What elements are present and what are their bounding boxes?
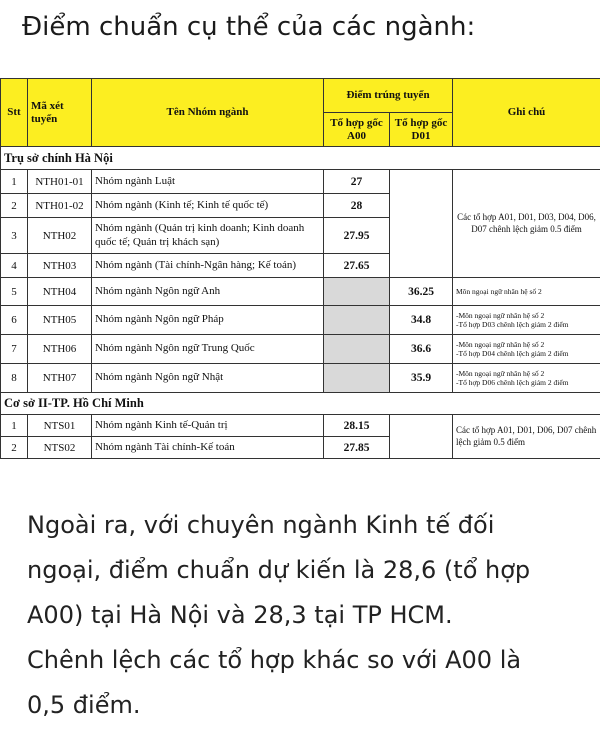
header-ten-nhom-nganh: Tên Nhóm ngành xyxy=(92,79,324,147)
cell-code: NTH07 xyxy=(28,364,92,393)
score-table xyxy=(0,78,600,459)
table-row xyxy=(1,170,600,194)
cell-stt: 3 xyxy=(1,218,28,254)
cell-code: NTH01-02 xyxy=(28,194,92,218)
paragraph-line: Chênh lệch các tổ hợp khác so với A00 là xyxy=(27,646,522,674)
cell-code: NTH04 xyxy=(28,278,92,306)
cell-note: Các tổ hợp A01, D01, D06, D07 chênh lệch giảm 0.5 điểm xyxy=(453,415,600,459)
cell-name: Nhóm ngành Ngôn ngữ Nhật xyxy=(92,364,324,393)
cell-stt: 5 xyxy=(1,278,28,306)
cell-a00-empty xyxy=(324,278,390,306)
cell-a00-empty xyxy=(324,364,390,393)
cell-note xyxy=(453,335,600,364)
cell-code: NTH05 xyxy=(28,306,92,335)
section-row-hcm xyxy=(1,393,600,415)
cell-a00: 27.95 xyxy=(324,218,390,254)
cell-d01-empty xyxy=(390,170,453,278)
score-table-container xyxy=(0,78,600,463)
cell-name: Nhóm ngành Ngôn ngữ Anh xyxy=(92,278,324,306)
cell-name: Nhóm ngành Luật xyxy=(92,170,324,194)
cell-stt: 8 xyxy=(1,364,28,393)
cell-d01: 36.6 xyxy=(390,335,453,364)
cell-name: Nhóm ngành Ngôn ngữ Pháp xyxy=(92,306,324,335)
cell-stt: 1 xyxy=(1,415,28,437)
cell-note xyxy=(453,306,600,335)
cell-code: NTH01-01 xyxy=(28,170,92,194)
cell-a00: 28.15 xyxy=(324,415,390,437)
cell-name: Nhóm ngành (Kinh tế; Kinh tế quốc tế) xyxy=(92,194,324,218)
cell-a00: 28 xyxy=(324,194,390,218)
cell-code: NTH06 xyxy=(28,335,92,364)
cell-note xyxy=(453,364,600,393)
section-title: Trụ sở chính Hà Nội xyxy=(1,147,600,170)
page-heading: Điểm chuẩn cụ thể của các ngành: xyxy=(22,12,476,42)
header-ghi-chu: Ghi chú xyxy=(453,79,600,147)
note-line: -Tổ hợp D04 chênh lệch giảm 2 điểm xyxy=(456,349,569,358)
cell-a00-empty xyxy=(324,306,390,335)
header-to-hop-d01: Tổ hợp gốc D01 xyxy=(390,113,453,147)
paragraph-line: A00) tại Hà Nội và 28,3 tại TP HCM. xyxy=(27,601,453,629)
cell-d01: 35.9 xyxy=(390,364,453,393)
cell-stt: 2 xyxy=(1,194,28,218)
cell-d01: 34.8 xyxy=(390,306,453,335)
paragraph-line: ngoại, điểm chuẩn dự kiến là 28,6 (tổ hợp xyxy=(27,556,531,584)
note-line: -Môn ngoại ngữ nhân hệ số 2 xyxy=(456,339,545,349)
header-diem-trung-tuyen: Điểm trúng tuyển xyxy=(324,79,453,113)
cell-stt: 2 xyxy=(1,437,28,459)
note-line: -Tổ hợp D03 chênh lệch giảm 2 điểm xyxy=(456,320,569,329)
table-row xyxy=(1,364,600,393)
paragraph-line: Ngoài ra, với chuyên ngành Kinh tế đối xyxy=(27,511,495,539)
table-row xyxy=(1,278,600,306)
cell-note: Các tổ hợp A01, D01, D03, D04, D06, D07 chênh lệch giảm 0.5 điểm xyxy=(453,170,600,278)
section-row-hanoi xyxy=(1,147,600,170)
header-to-hop-a00: Tổ hợp gốc A00 xyxy=(324,113,390,147)
note-paragraph xyxy=(27,503,587,728)
cell-code: NTH03 xyxy=(28,254,92,278)
cell-stt: 7 xyxy=(1,335,28,364)
cell-d01-empty xyxy=(390,415,453,459)
cell-a00: 27.65 xyxy=(324,254,390,278)
table-row xyxy=(1,306,600,335)
cell-name: Nhóm ngành (Tài chính-Ngân hàng; Kế toán) xyxy=(92,254,324,278)
cell-stt: 4 xyxy=(1,254,28,278)
cell-stt: 1 xyxy=(1,170,28,194)
section-title: Cơ sở II-TP. Hồ Chí Minh xyxy=(1,393,600,415)
cell-code: NTS02 xyxy=(28,437,92,459)
cell-a00: 27.85 xyxy=(324,437,390,459)
header-stt: Stt xyxy=(1,79,28,147)
cell-a00: 27 xyxy=(324,170,390,194)
cell-name: Nhóm ngành Ngôn ngữ Trung Quốc xyxy=(92,335,324,364)
paragraph-line: 0,5 điểm. xyxy=(27,691,141,719)
table-row xyxy=(1,335,600,364)
cell-name: Nhóm ngành Tài chính-Kế toán xyxy=(92,437,324,459)
cell-code: NTS01 xyxy=(28,415,92,437)
header-ma-xet-tuyen: Mã xét tuyển xyxy=(28,79,92,147)
note-line: -Môn ngoại ngữ nhân hệ số 2 xyxy=(456,310,545,320)
cell-d01: 36.25 xyxy=(390,278,453,306)
cell-code: NTH02 xyxy=(28,218,92,254)
cell-a00-empty xyxy=(324,335,390,364)
note-line: -Tổ hợp D06 chênh lệch giảm 2 điểm xyxy=(456,378,569,387)
header-row-1 xyxy=(1,79,600,113)
cell-stt: 6 xyxy=(1,306,28,335)
cell-name: Nhóm ngành (Quản trị kinh doanh; Kinh doanh quốc tế; Quản trị khách sạn) xyxy=(92,218,324,254)
cell-note: Môn ngoại ngữ nhân hệ số 2 xyxy=(453,278,600,306)
note-line: -Môn ngoại ngữ nhân hệ số 2 xyxy=(456,368,545,378)
cell-name: Nhóm ngành Kinh tế-Quản trị xyxy=(92,415,324,437)
table-row xyxy=(1,415,600,437)
